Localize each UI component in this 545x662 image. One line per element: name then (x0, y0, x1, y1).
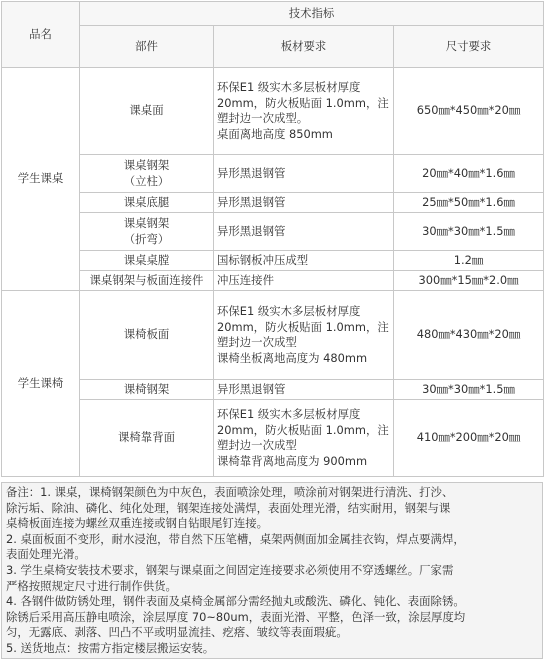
board-line: 异形黑退钢管 (217, 223, 286, 238)
header-size-req: 尺寸要求 (394, 26, 544, 68)
note-line: 除污垢、除油、磷化、纯化处理，钢架连接处满焊，表面处理光滑，结实耐用，钢架与课 (6, 500, 451, 515)
part-cell: 课椅钢架 (80, 380, 214, 400)
part-cell: 课椅靠背面 (80, 400, 214, 477)
board-req-cell (214, 155, 394, 193)
board-req-cell (214, 193, 394, 213)
table-row (2, 380, 544, 400)
table-row (2, 155, 544, 193)
spec-table (1, 1, 544, 477)
board-req-cell (214, 251, 394, 271)
part-line: （折弯） (123, 231, 170, 246)
board-req-cell (214, 271, 394, 291)
note-line: 备注：1. 课桌，课椅钢架颜色为中灰色，表面喷涂处理，喷涂前对钢架进行清洗、打沙、 (6, 485, 454, 499)
header-product-name: 品名 (2, 2, 80, 68)
board-line: 课椅靠背离地高度为 900mm (217, 453, 368, 468)
note-line: 3. 学生桌椅安装技术要求，钢架与课桌面之间固定连接要求必须使用不穿透螺丝。厂家需 (6, 562, 454, 577)
board-req-cell (214, 291, 394, 380)
board-line: 20mm，防火板贴面 1.0mm，注 (217, 95, 389, 110)
board-line: 异形黑退钢管 (217, 165, 286, 180)
note-line: 桌椅板面连接为螺丝双重连接或钢自钻眼尾钉连接。 (6, 516, 268, 531)
board-line: 塑封边一次成型。 (217, 111, 309, 125)
part-cell: 课桌钢架与板面连接件 (80, 271, 214, 291)
part-cell: 课桌面 (80, 68, 214, 155)
part-cell (80, 213, 214, 251)
header-board-req: 板材要求 (214, 26, 394, 68)
board-req-cell (214, 68, 394, 155)
table-row (2, 271, 544, 291)
board-line: 塑封边一次成型 (217, 438, 297, 452)
board-line: 异形黑退钢管 (217, 381, 286, 396)
header-part: 部件 (80, 26, 214, 68)
size-req-cell: 410㎜*200㎜*20㎜ (394, 400, 544, 477)
note-line: 除锈后采用高压静电喷涂，涂层厚度 70~80um，表面光滑、平整，色泽一致，涂层厚度均 (6, 609, 466, 624)
part-cell: 课椅板面 (80, 291, 214, 380)
note-line: 4. 各钢件做防锈处理，钢件表面及桌椅金属部分需经抛丸或酸洗、磷化、钝化、表面除锈。 (6, 594, 465, 609)
header-tech-spec: 技术指标 (80, 2, 544, 26)
board-line: 环保E1 级实木多层板材厚度 (217, 407, 361, 421)
note-line: 表面处理光滑。 (6, 547, 86, 562)
board-req-cell (214, 400, 394, 477)
table-row (2, 68, 544, 155)
note-line: 匀，无露底、剥落、凹凸不平或明显流挂、疙瘩、皱纹等表面瑕疵。 (6, 625, 348, 640)
board-line: 国标钢板冲压成型 (217, 252, 309, 267)
note-line: 2. 桌面板面不变形，耐水浸泡，带自然下压笔槽，桌架两侧面加金属挂衣钩，焊点要满焊， (6, 531, 465, 546)
table-row (2, 213, 544, 251)
notes-box (1, 482, 543, 659)
board-line: 课椅坐板离地高度为 480mm (217, 350, 368, 365)
board-req-cell (214, 213, 394, 251)
board-line: 20mm，防火板贴面 1.0mm，注 (217, 319, 389, 334)
note-line: 严格按照规定尺寸进行制作供货。 (6, 578, 177, 593)
part-line: （立柱） (123, 173, 170, 188)
size-req-cell: 30㎜*30㎜*1.5㎜ (394, 213, 544, 251)
size-req-cell: 650㎜*450㎜*20㎜ (394, 68, 544, 155)
board-line: 异形黑退钢管 (217, 194, 286, 209)
size-req-cell: 480㎜*430㎜*20㎜ (394, 291, 544, 380)
note-line: 5. 送货地点：按需方指定楼层搬运安装。 (6, 640, 215, 655)
part-cell: 课桌桌膛 (80, 251, 214, 271)
table-row (2, 400, 544, 477)
board-req-cell (214, 380, 394, 400)
table-row (2, 251, 544, 271)
board-line: 塑封边一次成型 (217, 335, 297, 349)
part-cell (80, 155, 214, 193)
table-row (2, 291, 544, 380)
part-cell: 课桌底腿 (80, 193, 214, 213)
size-req-cell: 30㎜*30㎜*1.5㎜ (394, 380, 544, 400)
product-group-name: 学生课椅 (2, 291, 80, 477)
part-line: 课桌钢架 (123, 216, 170, 230)
size-req-cell: 25㎜*50㎜*1.6㎜ (394, 193, 544, 213)
size-req-cell: 1.2㎜ (394, 251, 544, 271)
table-row (2, 193, 544, 213)
product-group-name: 学生课桌 (2, 68, 80, 291)
board-line: 环保E1 级实木多层板材厚度 (217, 304, 361, 318)
board-line: 20mm，防火板贴面 1.0mm，注 (217, 422, 389, 437)
board-line: 环保E1 级实木多层板材厚度 (217, 80, 361, 94)
board-line: 桌面离地高度 850mm (217, 126, 333, 141)
part-line: 课桌钢架 (123, 158, 170, 172)
size-req-cell: 300㎜*15㎜*2.0㎜ (394, 271, 544, 291)
board-line: 冲压连接件 (217, 272, 274, 287)
size-req-cell: 20㎜*40㎜*1.6㎜ (394, 155, 544, 193)
